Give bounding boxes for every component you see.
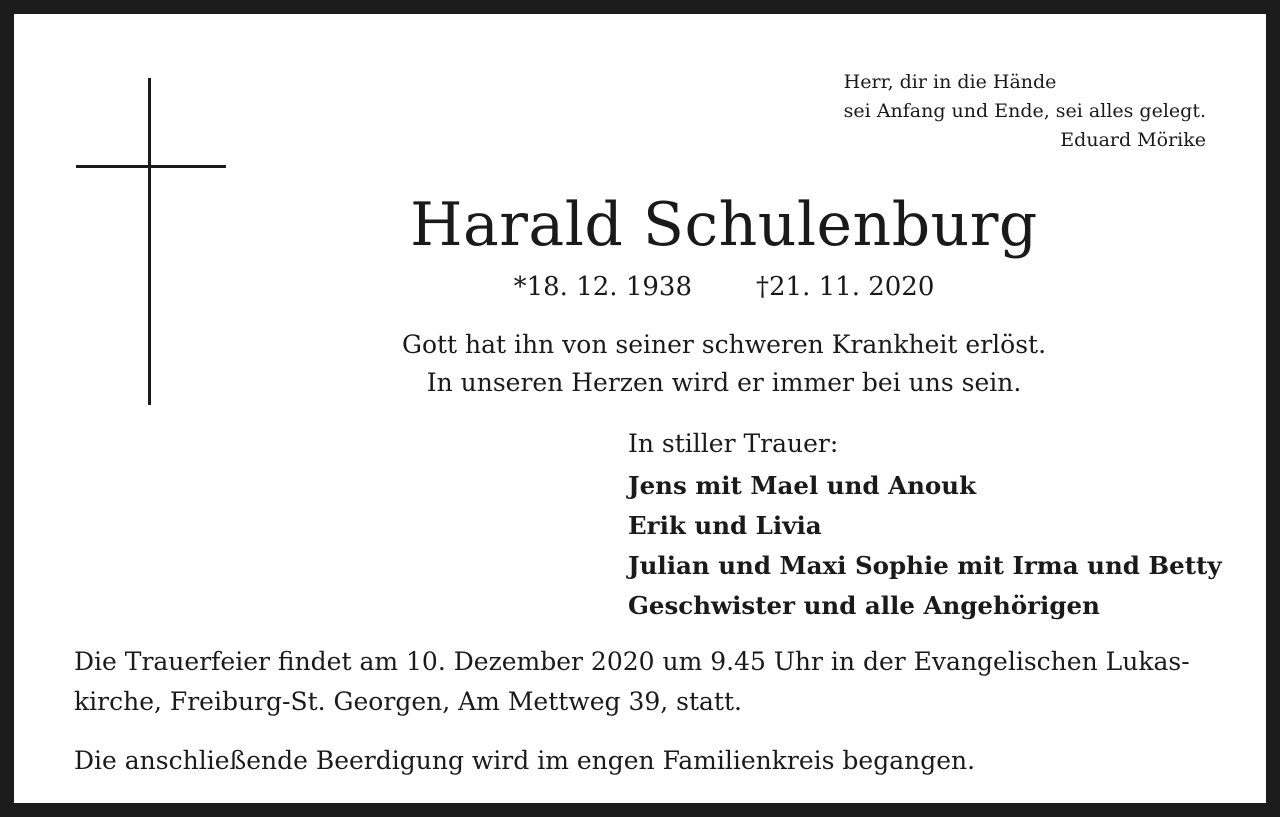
memorial-verse: [234, 326, 1214, 402]
cross-horizontal-bar: [76, 165, 226, 168]
burial-text: Die anschließende Beerdigung wird im engen Familienkreis begangen.: [74, 746, 976, 775]
mourner-family: Geschwister und alle Angehörigen: [628, 591, 1100, 620]
mourner-family: Erik und Livia: [628, 511, 822, 540]
mourner-family: Jens mit Mael und Anouk: [628, 471, 977, 500]
verse-line-2: In unseren Herzen wird er immer bei uns sein.: [426, 368, 1022, 397]
obituary-card: [14, 14, 1266, 803]
burial-notice: [74, 741, 1234, 781]
motto-author: Eduard Mörike: [1060, 129, 1206, 151]
motto-quote: [844, 68, 1206, 155]
mourners-block: [628, 424, 1222, 626]
service-line-1: Die Trauerfeier findet am 10. Dezember 2020 um 9.45 Uhr in der Evangelischen Lukas-: [74, 647, 1190, 676]
mourners-intro: In stiller Trauer:: [628, 429, 839, 458]
birth-date: *18. 12. 1938: [513, 272, 692, 302]
verse-line-1: Gott hat ihn von seiner schweren Krankheit erlöst.: [401, 330, 1047, 359]
service-line-2: kirche, Freiburg-St. Georgen, Am Mettweg 39, statt.: [74, 687, 742, 716]
death-date: †21. 11. 2020: [756, 272, 935, 302]
motto-line-2: sei Anfang und Ende, sei alles gelegt.: [843, 100, 1206, 122]
cross-vertical-bar: [148, 78, 151, 405]
service-notice: [74, 642, 1234, 722]
motto-line-1: Herr, dir in die Hände: [843, 71, 1057, 93]
life-dates: [234, 270, 1214, 304]
deceased-name: Harald Schulenburg: [410, 190, 1038, 260]
mourner-family: Julian und Maxi Sophie mit Irma und Betty: [628, 551, 1222, 580]
